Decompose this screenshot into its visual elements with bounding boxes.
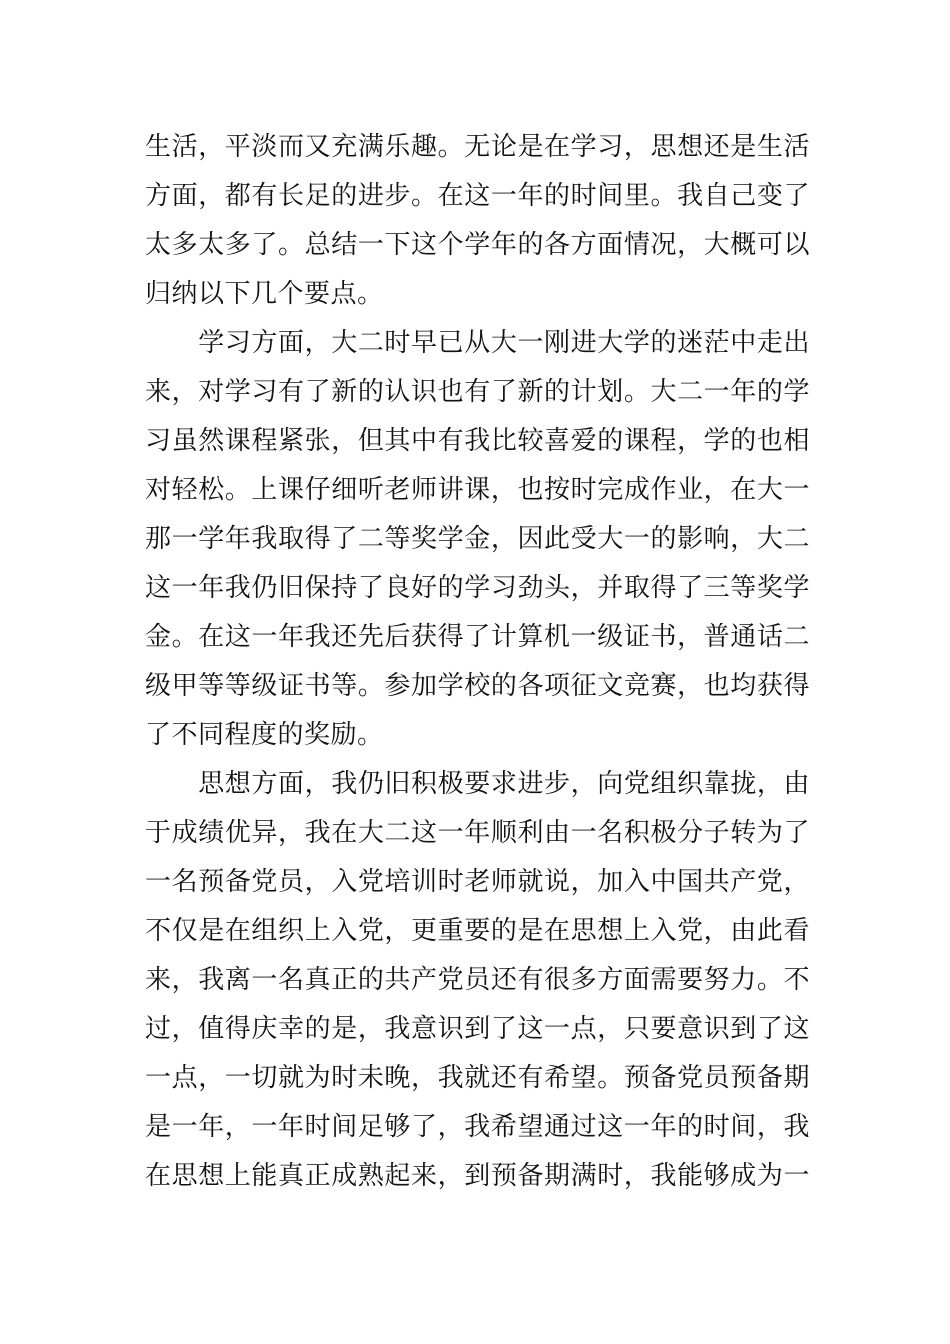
text-line: 方面，都有长足的进步。在这一年的时间里。我自己变了 bbox=[145, 181, 810, 211]
text-line: 是一年，一年时间足够了，我希望通过这一年的时间，我 bbox=[145, 1112, 810, 1142]
text-line: 级甲等等级证书等。参加学校的各项征文竞赛，也均获得 bbox=[145, 671, 810, 701]
text-line: 太多太多了。总结一下这个学年的各方面情况，大概可以 bbox=[145, 230, 810, 260]
text-line: 一名预备党员，入党培训时老师就说，加入中国共产党， bbox=[145, 867, 810, 897]
text-line: 这一年我仍旧保持了良好的学习劲头，并取得了三等奖学 bbox=[145, 573, 810, 603]
text-line: 不仅是在组织上入党，更重要的是在思想上入党，由此看 bbox=[145, 916, 810, 946]
text-line: 习虽然课程紧张，但其中有我比较喜爱的课程，学的也相 bbox=[145, 426, 810, 456]
paragraph-study bbox=[145, 319, 810, 760]
text-line: 归纳以下几个要点。 bbox=[145, 279, 384, 309]
text-line: 在思想上能真正成熟起来，到预备期满时，我能够成为一 bbox=[145, 1161, 810, 1191]
text-line: 一点，一切就为时未晚，我就还有希望。预备党员预备期 bbox=[145, 1063, 810, 1093]
text-line: 过，值得庆幸的是，我意识到了这一点，只要意识到了这 bbox=[145, 1014, 810, 1044]
text-line: 于成绩优异，我在大二这一年顺利由一名积极分子转为了 bbox=[145, 818, 810, 848]
text-line: 来，对学习有了新的认识也有了新的计划。大二一年的学 bbox=[145, 377, 810, 407]
document-body bbox=[145, 123, 810, 1201]
text-line: 生活，平淡而又充满乐趣。无论是在学习，思想还是生活 bbox=[145, 132, 810, 162]
text-line: 对轻松。上课仔细听老师讲课，也按时完成作业，在大一 bbox=[145, 475, 810, 505]
paragraph-thought bbox=[145, 760, 810, 1201]
text-line: 思想方面，我仍旧积极要求进步，向党组织靠拢，由 bbox=[145, 769, 810, 799]
text-line: 学习方面，大二时早已从大一刚进大学的迷茫中走出 bbox=[145, 328, 810, 358]
text-line: 那一学年我取得了二等奖学金，因此受大一的影响，大二 bbox=[145, 524, 810, 554]
text-line: 金。在这一年我还先后获得了计算机一级证书，普通话二 bbox=[145, 622, 810, 652]
text-line: 来，我离一名真正的共产党员还有很多方面需要努力。不 bbox=[145, 965, 810, 995]
text-line: 了不同程度的奖励。 bbox=[145, 720, 384, 750]
paragraph-intro bbox=[145, 123, 810, 319]
